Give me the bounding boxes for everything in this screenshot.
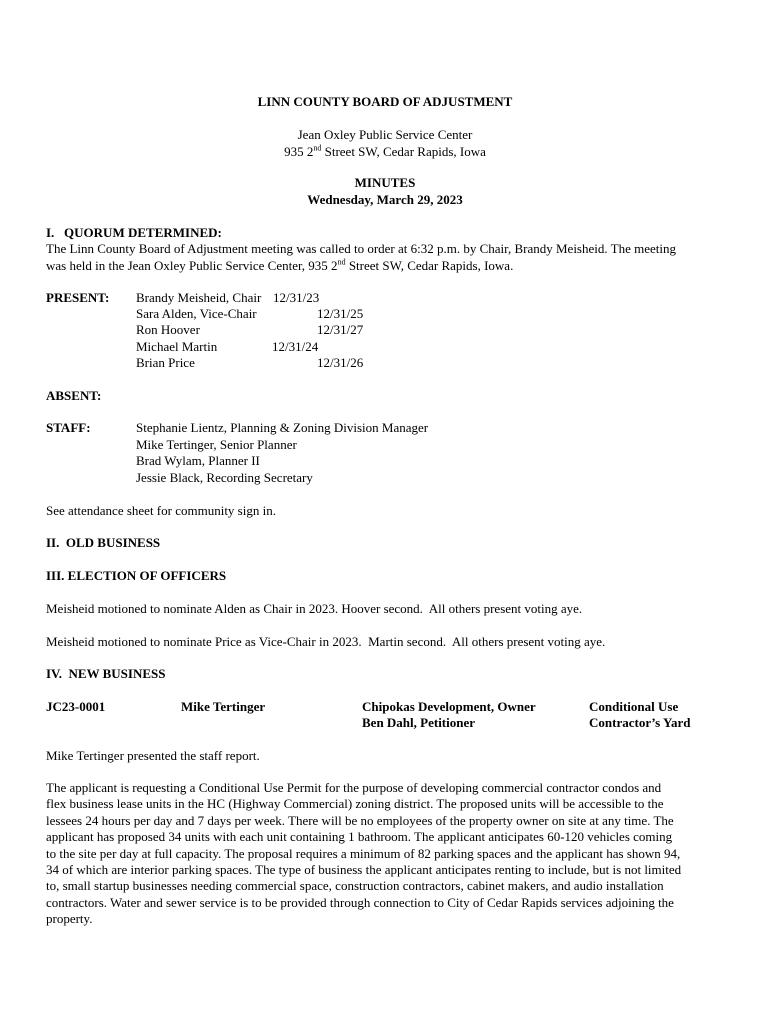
present-member-term: 12/31/23 bbox=[273, 290, 320, 305]
staff-report-paragraph bbox=[46, 780, 724, 928]
case-type: Conditional Use bbox=[589, 699, 679, 714]
present-member-name: Brian Price bbox=[136, 355, 195, 370]
minutes-heading: MINUTES bbox=[354, 175, 416, 190]
present-member-name: Sara Alden, Vice-Chair bbox=[136, 306, 257, 321]
report-line: 34 of which are interior parking spaces. The type of business the applicant anticipates renting to include, but is not limited bbox=[46, 862, 682, 878]
new-business-heading: IV. NEW BUSINESS bbox=[46, 666, 166, 681]
present-label: PRESENT: bbox=[46, 290, 110, 305]
case-petitioner: Ben Dahl, Petitioner bbox=[362, 715, 476, 730]
report-line: lessees 24 hours per day and 7 days per week. There will be no employees of the property owner on site at any time. The bbox=[46, 812, 674, 828]
election-motion-chair: Meisheid motioned to nominate Alden as Chair in 2023. Hoover second. All others present voting aye. bbox=[46, 601, 583, 616]
case-planner: Mike Tertinger bbox=[181, 699, 266, 714]
report-line: flex business lease units in the HC (Highway Commercial) zoning district. The proposed units will be accessible to the bbox=[46, 796, 664, 812]
staff-member: Stephanie Lientz, Planning & Zoning Division Manager bbox=[136, 420, 429, 435]
present-member-term: 12/31/26 bbox=[317, 355, 364, 370]
report-line: property. bbox=[46, 911, 93, 927]
report-line: contractors. Water and sewer service is to be provided through connection to City of Cedar Rapids services adjoining the bbox=[46, 894, 674, 910]
present-member-name: Brandy Meisheid, Chair bbox=[136, 290, 262, 305]
staff-member: Brad Wylam, Planner II bbox=[136, 453, 260, 468]
staff-member: Mike Tertinger, Senior Planner bbox=[136, 437, 297, 452]
case-number: JC23-0001 bbox=[46, 699, 106, 714]
election-heading: III. ELECTION OF OFFICERS bbox=[46, 568, 227, 583]
old-business-heading: II. OLD BUSINESS bbox=[46, 535, 161, 550]
present-member-term: 12/31/27 bbox=[317, 322, 364, 337]
case-owner: Chipokas Development, Owner bbox=[362, 699, 536, 714]
case-subtype: Contractor’s Yard bbox=[589, 715, 691, 730]
venue-address: 935 2nd Street SW, Cedar Rapids, Iowa bbox=[284, 143, 486, 159]
election-motion-vice-chair: Meisheid motioned to nominate Price as Vice-Chair in 2023. Martin second. All others present voting aye. bbox=[46, 634, 606, 649]
report-line: The applicant is requesting a Conditional Use Permit for the purpose of developing commercial contractor condos and bbox=[46, 780, 662, 795]
venue-name: Jean Oxley Public Service Center bbox=[297, 127, 473, 142]
staff-label: STAFF: bbox=[46, 420, 91, 435]
present-member-name: Ron Hoover bbox=[136, 322, 200, 337]
present-member-term: 12/31/24 bbox=[272, 339, 319, 354]
staff-member: Jessie Black, Recording Secretary bbox=[136, 470, 313, 485]
report-line: to the site per day at full capacity. The proposal requires a minimum of 82 parking spaces and the applicant has shown 94, bbox=[46, 845, 681, 861]
meeting-date: Wednesday, March 29, 2023 bbox=[307, 192, 463, 207]
report-line: to, small startup businesses needing commercial space, construction contractors, cabinet makers, and audio installation bbox=[46, 878, 664, 894]
report-line: applicant has proposed 34 units with each unit containing 1 bathroom. The applicant anticipates 60-120 vehicles coming bbox=[46, 829, 673, 845]
absent-label: ABSENT: bbox=[46, 388, 102, 403]
quorum-text-line2: was held in the Jean Oxley Public Service Center, 935 2nd Street SW, Cedar Rapids, Iowa. bbox=[46, 257, 514, 273]
staff-report-presented: Mike Tertinger presented the staff report. bbox=[46, 748, 260, 763]
document-title: LINN COUNTY BOARD OF ADJUSTMENT bbox=[257, 94, 513, 109]
present-member-term: 12/31/25 bbox=[317, 306, 364, 321]
attendance-note: See attendance sheet for community sign in. bbox=[46, 503, 276, 518]
quorum-heading: I. QUORUM DETERMINED: bbox=[46, 225, 222, 240]
quorum-text-line1: The Linn County Board of Adjustment meeting was called to order at 6:32 p.m. by Chair, Brandy Meisheid. The meeting bbox=[46, 241, 676, 256]
present-member-name: Michael Martin bbox=[136, 339, 218, 354]
